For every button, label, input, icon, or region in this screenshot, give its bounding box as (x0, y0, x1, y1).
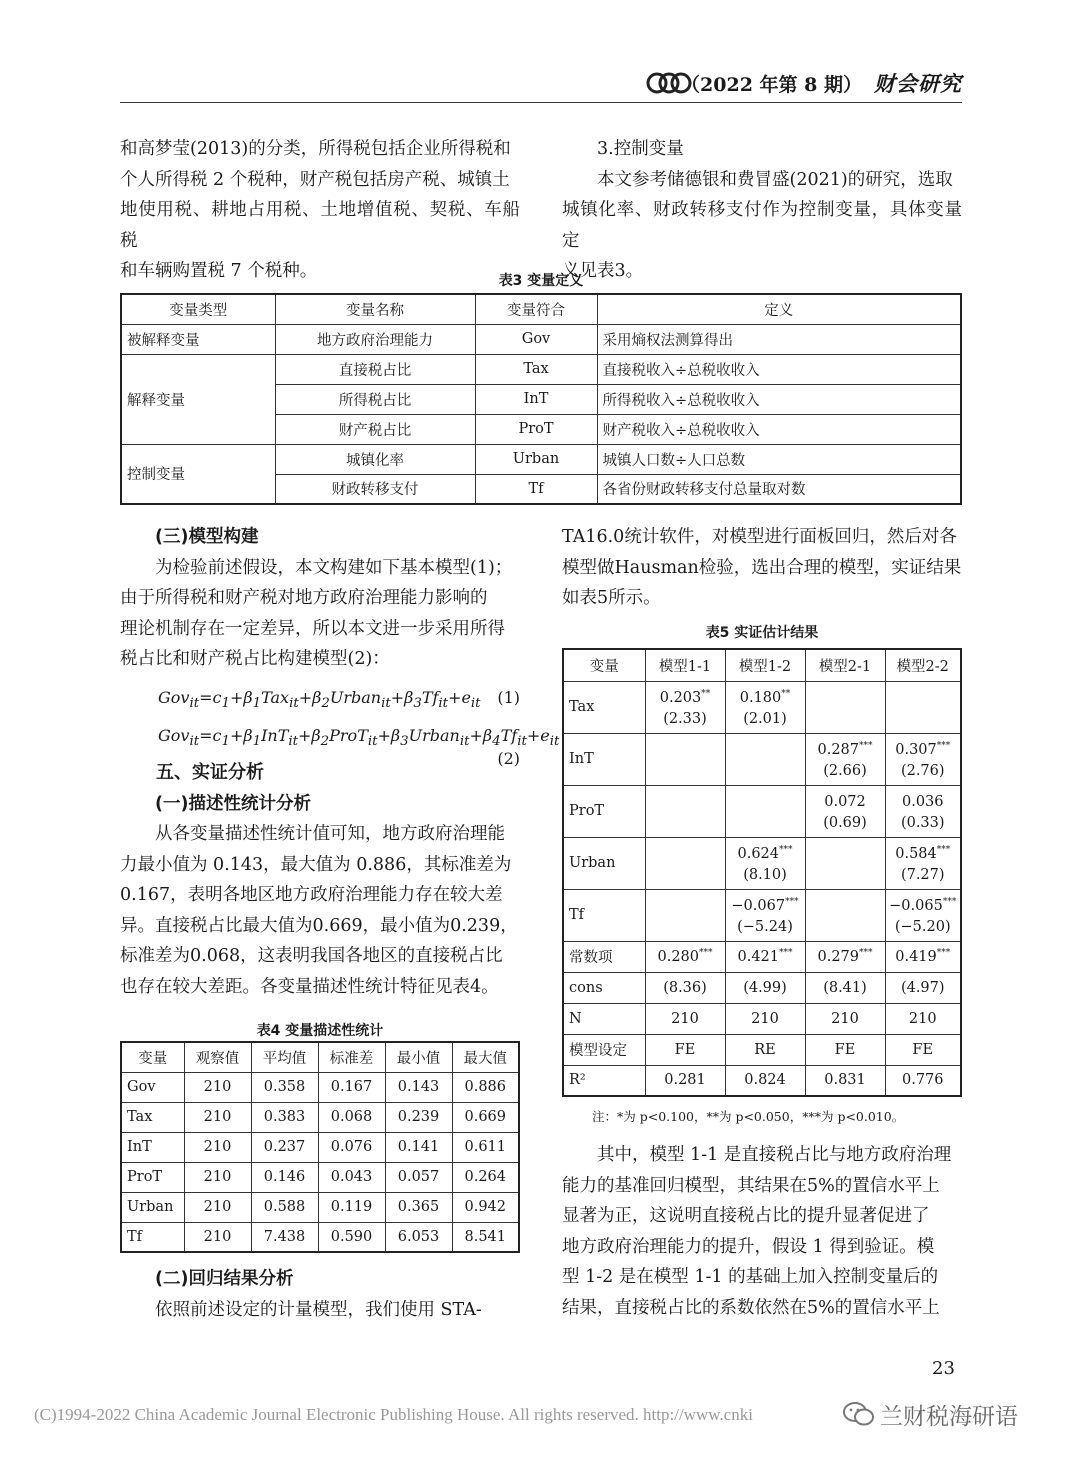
table5-cell: FE (645, 1034, 725, 1065)
table5-var: 常数项 (563, 941, 645, 972)
table5-caption: 表5 实证估计结果 (705, 625, 819, 641)
coefficient: −0.067 (731, 897, 786, 914)
wechat-icon (842, 1400, 876, 1428)
table-row (121, 1222, 519, 1252)
table4-cell: 6.053 (385, 1222, 452, 1252)
page-header (120, 68, 962, 103)
text-line: 本文参考储德银和费冒盛(2021)的研究，选取 (597, 169, 953, 190)
coefficient: −0.065 (889, 897, 943, 914)
coefficient: 0.421 (737, 948, 779, 965)
empirical-section (120, 758, 520, 1002)
formula-2: $Gov_{it}=c_1+\beta_1InT_{it}+\beta_2ProT_{it}+\beta_3Urban_{it}+\beta_4Tf_{it}+e_{it}$ (2) (158, 726, 560, 769)
text-line: 如表5所示。 (562, 588, 661, 608)
table4-cell: 0.588 (251, 1192, 318, 1222)
table-row (121, 1072, 519, 1102)
table3-cell: 地方政府治理能力 (275, 324, 475, 354)
table5-cell (885, 889, 961, 941)
table5-cell: 210 (885, 1003, 961, 1034)
text-line: 地使用税、耕地占用税、土地增值税、契税、车船税 (120, 200, 520, 251)
table5-cell (725, 733, 805, 785)
table5-cell (645, 733, 725, 785)
text-line: 型 1-2 是在模型 1-1 的基础上加入控制变量后的 (562, 1267, 939, 1287)
table3-cell: 直接税占比 (275, 354, 475, 384)
text-line: 和高梦莹(2013)的分类，所得税包括企业所得税和 (120, 139, 511, 159)
significance-stars: *** (779, 845, 793, 856)
subsection-heading: 3.控制变量 (597, 139, 684, 159)
text-line: 模型做Hausman检验，选出合理的模型，实证结果 (562, 557, 962, 578)
table4-cell: 0.076 (318, 1132, 385, 1162)
table4-cell: Gov (121, 1072, 184, 1102)
significance-stars: *** (936, 948, 951, 959)
table4-cell: 0.146 (251, 1162, 318, 1192)
table5-var: Tf (563, 889, 645, 941)
table5-header: 模型2-2 (885, 649, 961, 681)
significance-stars: *** (942, 897, 957, 908)
table3-cell: 所得税收入÷总税收收入 (597, 384, 961, 414)
table-row (121, 1162, 519, 1192)
table4-cell: 0.590 (318, 1222, 385, 1252)
table5-note: 注：*为 p<0.100，**为 p<0.050，***为 p<0.010。 (592, 1109, 905, 1124)
coefficient: 0.624 (737, 845, 779, 862)
table4-header: 最小值 (385, 1042, 452, 1072)
table4-cell: Tf (121, 1222, 184, 1252)
table5-var: R² (563, 1065, 645, 1096)
table3-cell: Tax (475, 354, 597, 384)
table5-cell (805, 889, 885, 941)
table3-cell: 所得税占比 (275, 384, 475, 414)
table5-header: 模型2-1 (805, 649, 885, 681)
table4-cell: 0.068 (318, 1102, 385, 1132)
table-row (121, 1192, 519, 1222)
significance-stars: *** (936, 741, 951, 752)
table5-cell: 0.776 (885, 1065, 961, 1096)
table5-cell: 0.281 (645, 1065, 725, 1096)
table5-cell: 0.831 (805, 1065, 885, 1096)
table-row (563, 785, 961, 837)
table3-caption: 表3 变量定义 (498, 273, 584, 289)
t-statistic: (2.76) (900, 762, 945, 779)
table4-cell: ProT (121, 1162, 184, 1192)
coefficient: 0.280 (657, 948, 699, 965)
table5-cell (885, 941, 961, 972)
coefficient: 0.036 (901, 793, 944, 810)
table3 (120, 293, 962, 505)
table4-cell: 7.438 (251, 1222, 318, 1252)
formula-number: (1) (497, 688, 520, 707)
table4-cell: 0.358 (251, 1072, 318, 1102)
table5-cell: (8.41) (805, 972, 885, 1003)
table-row (563, 889, 961, 941)
table5-cell (725, 681, 805, 733)
table3-cell: 财政转移支付 (275, 474, 475, 504)
table3-cell: Gov (475, 324, 597, 354)
table-row (563, 681, 961, 733)
right-mid-paragraph (562, 522, 962, 614)
table5-cell (885, 837, 961, 889)
table5 (562, 648, 962, 1097)
table4-cell: 0.264 (452, 1162, 519, 1192)
text-line: 城镇化率、财政转移支付作为控制变量，具体变量定 (562, 200, 962, 251)
table3-cell: 采用熵权法测算得出 (597, 324, 961, 354)
coefficient: 0.584 (895, 845, 937, 862)
section-heading: 五、实证分析 (156, 762, 264, 783)
text-line: 和车辆购置税 7 个税种。 (120, 261, 318, 281)
table5-cell (885, 733, 961, 785)
table4-cell: 210 (184, 1132, 251, 1162)
table5-cell (645, 837, 725, 889)
t-statistic: (0.69) (823, 814, 867, 831)
table3-cell: Urban (475, 444, 597, 474)
table5-cell (645, 785, 725, 837)
table-row (563, 1065, 961, 1096)
table3-group: 控制变量 (121, 444, 275, 504)
text-line: 税占比和财产税占比构建模型(2)： (120, 649, 390, 669)
issue-label: （2022 年第 8 期） (681, 74, 862, 96)
table3-cell: 各省份财政转移支付总量取对数 (597, 474, 961, 504)
t-statistic: (−5.20) (894, 918, 951, 935)
journal-title: 财会研究 (874, 71, 962, 96)
table5-var: Tax (563, 681, 645, 733)
table4-cell: 0.365 (385, 1192, 452, 1222)
table4-cell: 210 (184, 1162, 251, 1192)
table3-cell: ProT (475, 414, 597, 444)
table4-cell: 8.541 (452, 1222, 519, 1252)
significance-stars: ** (701, 689, 711, 700)
table4 (120, 1041, 520, 1253)
significance-stars: *** (779, 948, 793, 959)
coefficient: 0.307 (895, 741, 937, 758)
text-line: 异。直接税占比最大值为0.669，最小值为0.239， (120, 915, 518, 936)
table5-cell: (8.36) (645, 972, 725, 1003)
table4-header: 标准差 (318, 1042, 385, 1072)
table5-cell (885, 681, 961, 733)
formula-1: $Gov_{it}=c_1+\beta_1Tax_{it}+\beta_2Urban_{it}+\beta_3Tf_{it}+e_{it}$ (1) (158, 688, 520, 712)
significance-stars: *** (859, 741, 873, 752)
text-line: 由于所得税和财产税对地方政府治理能力影响的 (120, 588, 488, 608)
section-heading: (三)模型构建 (155, 527, 259, 547)
table3-header: 定义 (597, 294, 961, 324)
table3-cell: Tf (475, 474, 597, 504)
table5-cell (645, 941, 725, 972)
table3-header: 变量类型 (121, 294, 275, 324)
table4-cell: 0.141 (385, 1132, 452, 1162)
table5-cell: FE (885, 1034, 961, 1065)
table4-cell: Tax (121, 1102, 184, 1132)
table3-group: 解释变量 (121, 354, 275, 444)
text-line: 0.167，表明各地区地方政府治理能力存在较大差 (120, 885, 503, 905)
table5-var: InT (563, 733, 645, 785)
table3-group: 被解释变量 (121, 324, 275, 354)
table-row (563, 837, 961, 889)
table-row (121, 1132, 519, 1162)
t-statistic: (2.66) (823, 762, 867, 779)
regression-section (120, 1264, 520, 1325)
t-statistic: (2.01) (743, 710, 787, 727)
model-section (120, 522, 520, 675)
significance-stars: *** (936, 845, 951, 856)
table5-cell: 210 (725, 1003, 805, 1034)
coefficient: 0.072 (824, 793, 866, 810)
text-line: 义见表3。 (562, 261, 644, 281)
table5-cell: 210 (645, 1003, 725, 1034)
table5-cell: RE (725, 1034, 805, 1065)
table5-header: 变量 (563, 649, 645, 681)
table5-cell (805, 733, 885, 785)
table4-cell: 0.143 (385, 1072, 452, 1102)
coefficient: 0.180 (739, 689, 782, 706)
table5-cell (805, 785, 885, 837)
table4-cell: 0.057 (385, 1162, 452, 1192)
table4-cell: 210 (184, 1192, 251, 1222)
watermark-text: 兰财税海研语 (880, 1404, 1018, 1430)
text-line: 其中，模型 1-1 是直接税占比与地方政府治理 (597, 1145, 952, 1165)
table5-cell (725, 941, 805, 972)
significance-stars: ** (781, 689, 791, 700)
coefficient: 0.279 (817, 948, 859, 965)
text-line: 结果，直接税占比的系数依然在5%的置信水平上 (562, 1297, 940, 1318)
coefficient: 0.419 (895, 948, 937, 965)
table3-cell: 城镇化率 (275, 444, 475, 474)
table4-header: 观察值 (184, 1042, 251, 1072)
table5-cell (805, 681, 885, 733)
table4-cell: 0.239 (385, 1102, 452, 1132)
watermark (842, 1398, 1042, 1430)
table4-header: 平均值 (251, 1042, 318, 1072)
table5-header: 模型1-1 (645, 649, 725, 681)
table4-cell: 0.167 (318, 1072, 385, 1102)
table5-var: 模型设定 (563, 1034, 645, 1065)
t-statistic: (7.27) (900, 866, 945, 883)
table5-cell (725, 837, 805, 889)
text-line: 为检验前述假设，本文构建如下基本模型(1)； (155, 557, 513, 578)
table5-cell: FE (805, 1034, 885, 1065)
table5-cell (805, 941, 885, 972)
table3-cell: 城镇人口数÷人口总数 (597, 444, 961, 474)
table4-cell: InT (121, 1132, 184, 1162)
table4-cell: Urban (121, 1192, 184, 1222)
table5-var: N (563, 1003, 645, 1034)
text-line: 个人所得税 2 个税种，财产税包括房产税、城镇土 (120, 169, 510, 190)
table4-cell: 0.383 (251, 1102, 318, 1132)
text-line: 也存在较大差距。各变量描述性统计特征见表4。 (120, 976, 499, 997)
table4-cell: 0.942 (452, 1192, 519, 1222)
copyright-footer: (C)1994-2022 China Academic Journal Electronic Publishing House. All rights reserved. http://www.cnki (34, 1405, 753, 1424)
significance-stars: *** (859, 948, 873, 959)
table3-header: 变量符合 (475, 294, 597, 324)
table4-header: 变量 (121, 1042, 184, 1072)
subsection-heading: (一)描述性统计分析 (155, 793, 311, 814)
table-row (121, 1102, 519, 1132)
table5-cell: 210 (805, 1003, 885, 1034)
table4-cell: 0.237 (251, 1132, 318, 1162)
text-line: 标准差为0.068，这表明我国各地区的直接税占比 (120, 946, 503, 966)
table5-cell: 0.824 (725, 1065, 805, 1096)
text-line: 依照前述设定的计量模型，我们使用 STA- (155, 1299, 482, 1320)
table5-cell (885, 785, 961, 837)
page-number: 23 (932, 1358, 955, 1379)
t-statistic: (2.33) (663, 710, 707, 727)
t-statistic: (−5.24) (737, 918, 793, 935)
table5-cell (645, 889, 725, 941)
table5-var: Urban (563, 837, 645, 889)
table5-cell: (4.99) (725, 972, 805, 1003)
t-statistic: (8.10) (743, 866, 787, 883)
table5-cell: (4.97) (885, 972, 961, 1003)
table4-cell: 210 (184, 1072, 251, 1102)
text-line: 地方政府治理能力的提升，假设 1 得到验证。模 (562, 1236, 935, 1257)
subsection-heading: (二)回归结果分析 (155, 1269, 294, 1289)
text-line: 理论机制存在一定差异，所以本文进一步采用所得 (120, 618, 505, 639)
table-row (563, 1034, 961, 1065)
significance-stars: *** (785, 897, 799, 908)
table4-cell: 0.043 (318, 1162, 385, 1192)
text-line: 显著为正，这说明直接税占比的提升显著促进了 (562, 1206, 930, 1226)
table3-cell: InT (475, 384, 597, 414)
table5-cell (725, 785, 805, 837)
text-line: 能力的基准回归模型，其结果在5%的置信水平上 (562, 1175, 940, 1196)
table4-cell: 0.886 (452, 1072, 519, 1102)
right-top-paragraph (562, 134, 962, 287)
text-line: 从各变量描述性统计值可知，地方政府治理能 (155, 824, 505, 844)
table3-cell: 财产税占比 (275, 414, 475, 444)
table5-var: ProT (563, 785, 645, 837)
table5-var: cons (563, 972, 645, 1003)
table3-cell: 直接税收入÷总税收收入 (597, 354, 961, 384)
table4-cell: 0.669 (452, 1102, 519, 1132)
table-row (563, 941, 961, 972)
significance-stars: *** (699, 948, 713, 959)
coefficient: 0.203 (659, 689, 702, 706)
left-top-paragraph (120, 134, 520, 287)
text-line: 力最小值为 0.143，最大值为 0.886，其标准差为 (120, 854, 512, 875)
right-bottom-paragraph (562, 1140, 962, 1323)
table3-header: 变量名称 (275, 294, 475, 324)
table5-cell (725, 889, 805, 941)
table5-cell (805, 837, 885, 889)
table-row (563, 733, 961, 785)
coefficient: 0.287 (817, 741, 859, 758)
table4-header: 最大值 (452, 1042, 519, 1072)
table4-caption: 表4 变量描述性统计 (256, 1023, 384, 1039)
table3-cell: 财产税收入÷总税收收入 (597, 414, 961, 444)
table4-cell: 210 (184, 1102, 251, 1132)
text-line: TA16.0统计软件，对模型进行面板回归，然后对各 (562, 527, 957, 547)
table-row (563, 1003, 961, 1034)
table4-cell: 210 (184, 1222, 251, 1252)
table4-cell: 0.119 (318, 1192, 385, 1222)
table5-header: 模型1-2 (725, 649, 805, 681)
table5-cell (645, 681, 725, 733)
formula-number: (2) (497, 749, 520, 769)
t-statistic: (0.33) (900, 814, 945, 831)
table-row (563, 972, 961, 1003)
table4-cell: 0.611 (452, 1132, 519, 1162)
